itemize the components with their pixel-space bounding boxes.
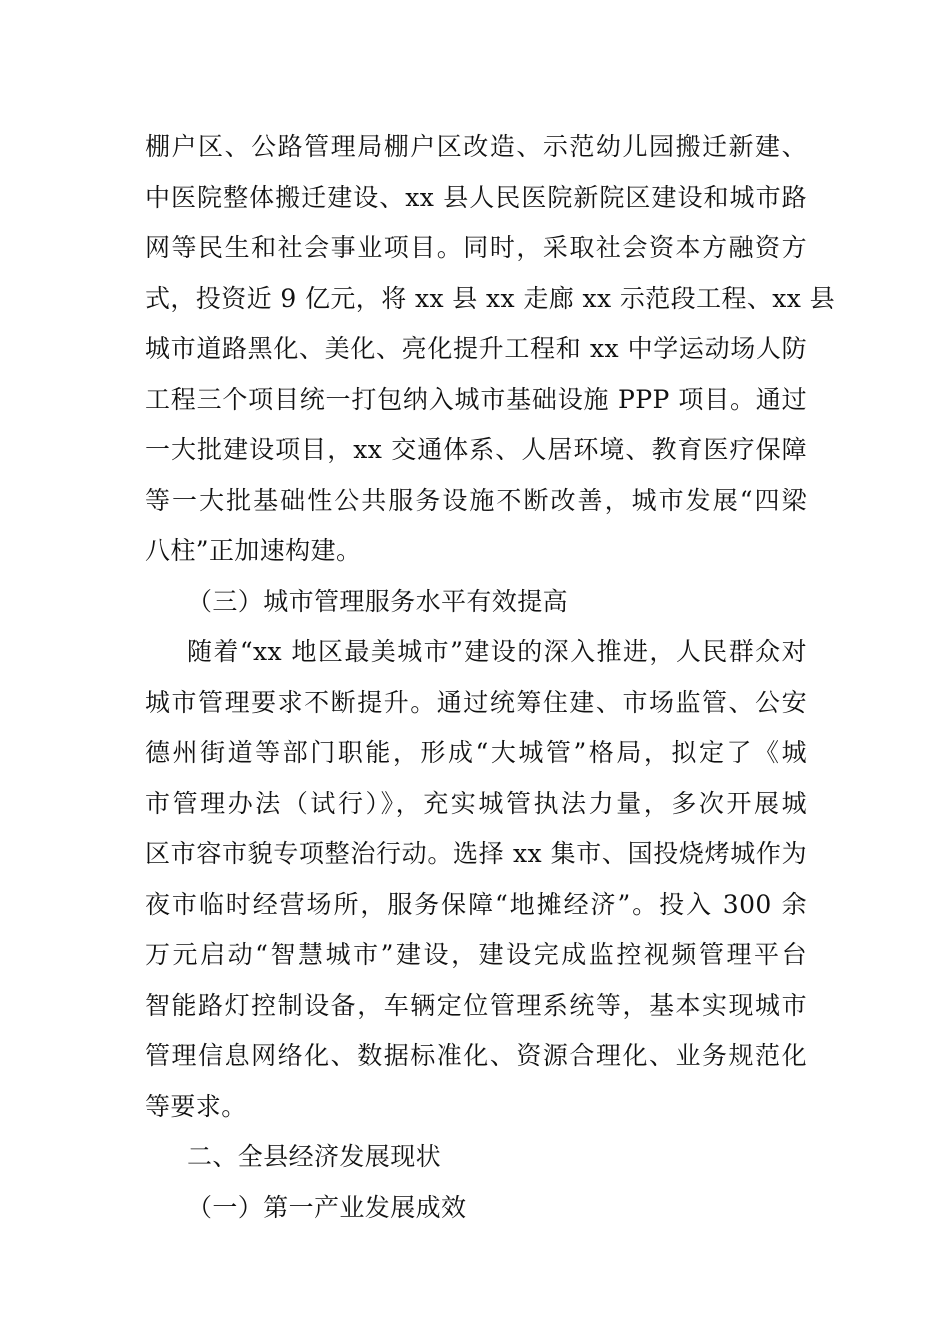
section-heading-2: 二、全县经济发展现状: [187, 1142, 442, 1171]
paragraph-line: 中医院整体搬迁建设、xx 县人民医院新院区建设和城市路: [145, 182, 807, 212]
paragraph-line: 等一大批基础性公共服务设施不断改善，城市发展“四梁: [145, 485, 807, 515]
section-heading-3: （三）城市管理服务水平有效提高: [187, 586, 569, 616]
paragraph-line: 智能路灯控制设备，车辆定位管理系统等，基本实现城市: [145, 990, 807, 1020]
subsection-heading-1: （一）第一产业发展成效: [187, 1192, 467, 1222]
paragraph-line: 棚户区、公路管理局棚户区改造、示范幼儿园搬迁新建、: [145, 132, 807, 161]
paragraph-line-last: 等要求。: [145, 1091, 247, 1121]
paragraph-line: 德州街道等部门职能，形成“大城管”格局，拟定了《城: [145, 738, 807, 767]
paragraph-line: 网等民生和社会事业项目。同时，采取社会资本方融资方: [145, 233, 807, 262]
paragraph-line: 区市容市貌专项整治行动。选择 xx 集市、国投烧烤城作为: [145, 839, 807, 868]
paragraph-line: 万元启动“智慧城市”建设，建设完成监控视频管理平台: [145, 940, 807, 969]
paragraph-line: 管理信息网络化、数据标准化、资源合理化、业务规范化: [145, 1041, 807, 1070]
paragraph-line: 一大批建设项目，xx 交通体系、人居环境、教育医疗保障: [145, 435, 807, 464]
paragraph-line: 市管理办法（试行）》，充实城管执法力量，多次开展城: [145, 788, 807, 818]
paragraph-line-first: 随着“xx 地区最美城市”建设的深入推进，人民群众对: [187, 637, 807, 666]
paragraph-line: 城市道路黑化、美化、亮化提升工程和 xx 中学运动场人防: [145, 334, 807, 363]
paragraph-line-last: 八柱”正加速构建。: [145, 536, 362, 565]
paragraph-line: 城市管理要求不断提升。通过统筹住建、市场监管、公安: [145, 687, 807, 717]
paragraph-line: 工程三个项目统一打包纳入城市基础设施 PPP 项目。通过: [145, 384, 807, 414]
document-body: [145, 122, 836, 1233]
paragraph-line: 夜市临时经营场所，服务保障“地摊经济”。投入 300 余: [145, 889, 807, 919]
paragraph-line: 式，投资近 9 亿元，将 xx 县 xx 走廊 xx 示范段工程、xx 县: [145, 283, 836, 313]
